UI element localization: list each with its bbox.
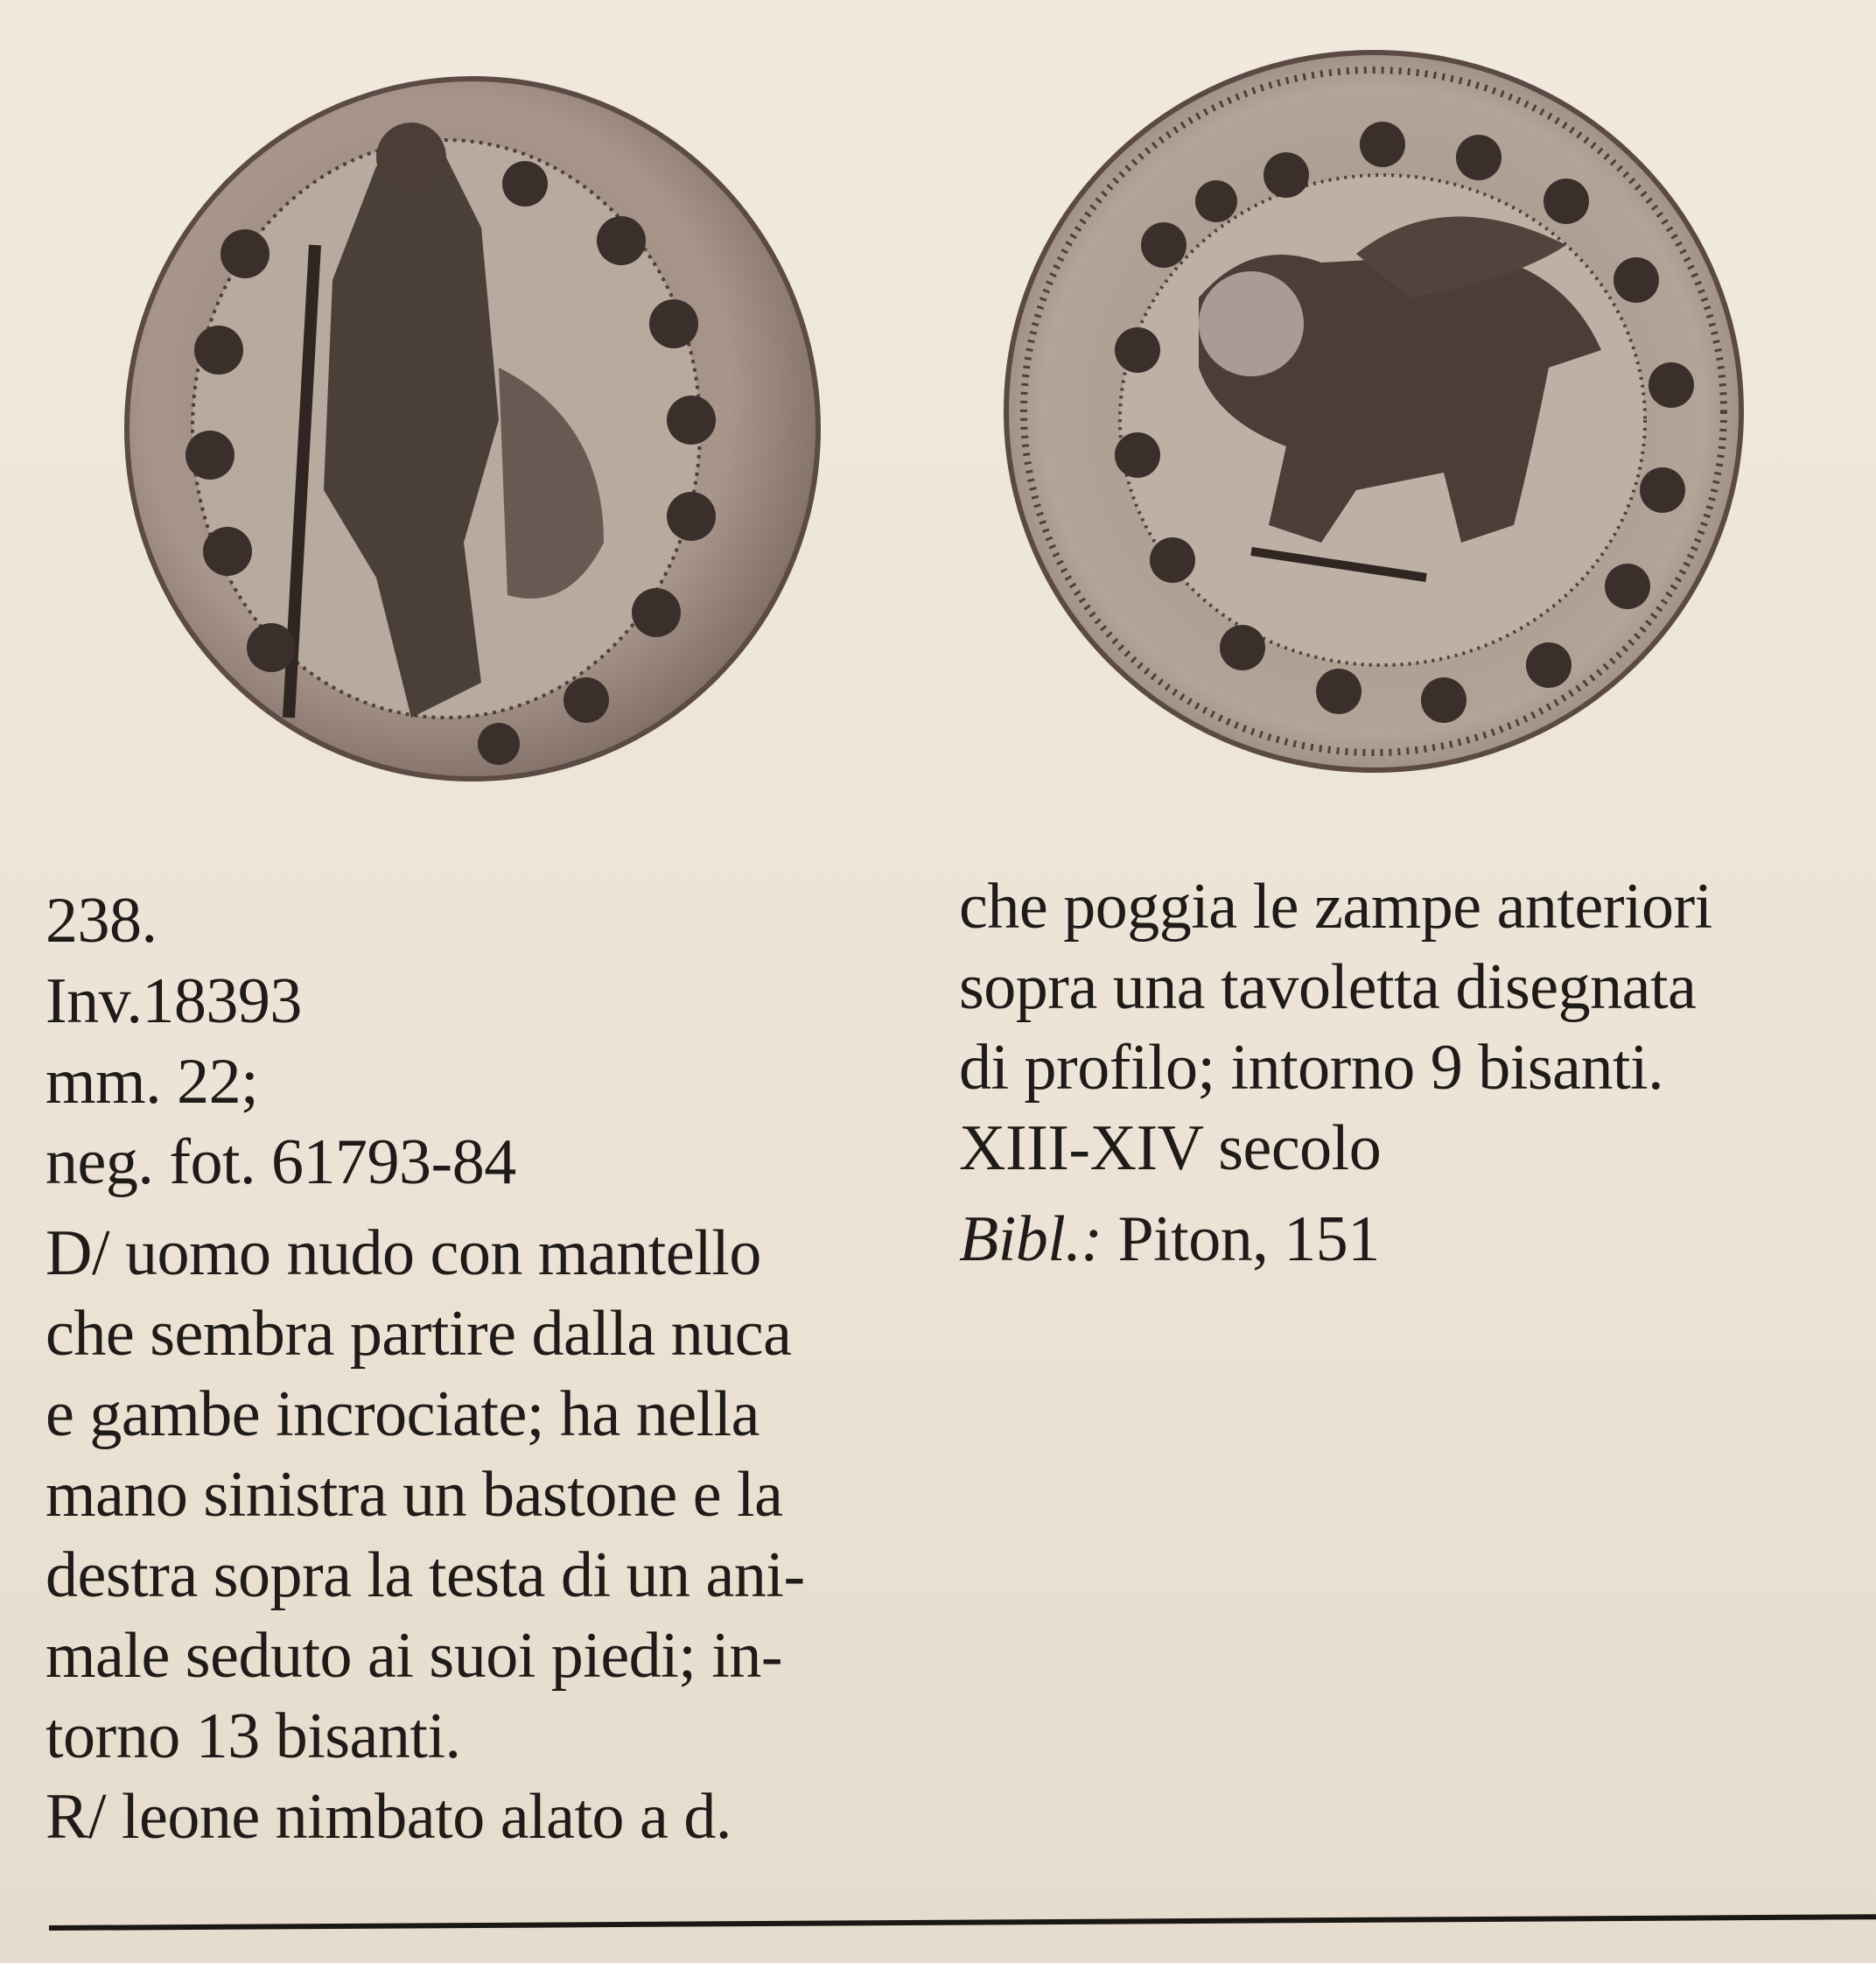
bibliography [959,1199,1712,1279]
description-line: male seduto ai suoi piedi; in- [46,1620,782,1692]
entry-date: XIII-XIV secolo [959,1112,1382,1184]
coin-obverse-figure-icon [114,53,831,796]
continuation-line: sopra una tavoletta disegnata [959,951,1697,1023]
entry-diameter: mm. 22; [46,1046,259,1118]
bibliography-label: Bibl.: [959,1203,1102,1275]
description-line: R/ leone nimbato alato a d. [46,1781,732,1853]
entry-negative: neg. fot. 61793-84 [46,1126,516,1198]
description-line: D/ uomo nudo con mantello [46,1217,761,1289]
coin-reverse-winged-lion-icon [989,35,1759,788]
entry-right-column [959,866,1712,1279]
description-line: torno 13 bisanti. [46,1700,461,1772]
description-line: e gambe incrociate; ha nella [46,1378,760,1450]
description-line: che sembra partire dalla nuca [46,1298,792,1370]
continuation-line: di profilo; intorno 9 bisanti. [959,1032,1664,1104]
continuation-line: che poggia le zampe anteriori [959,871,1712,943]
bibliography-value: Piton, 151 [1117,1203,1380,1275]
entry-number: 238. [46,885,158,957]
entry-inventory: Inv.18393 [46,965,302,1037]
description-line: mano sinistra un bastone e la [46,1459,783,1531]
entry-left-column [46,880,805,1857]
description-line: destra sopra la testa di un ani- [46,1539,805,1611]
divider-rule [49,1914,1876,1931]
